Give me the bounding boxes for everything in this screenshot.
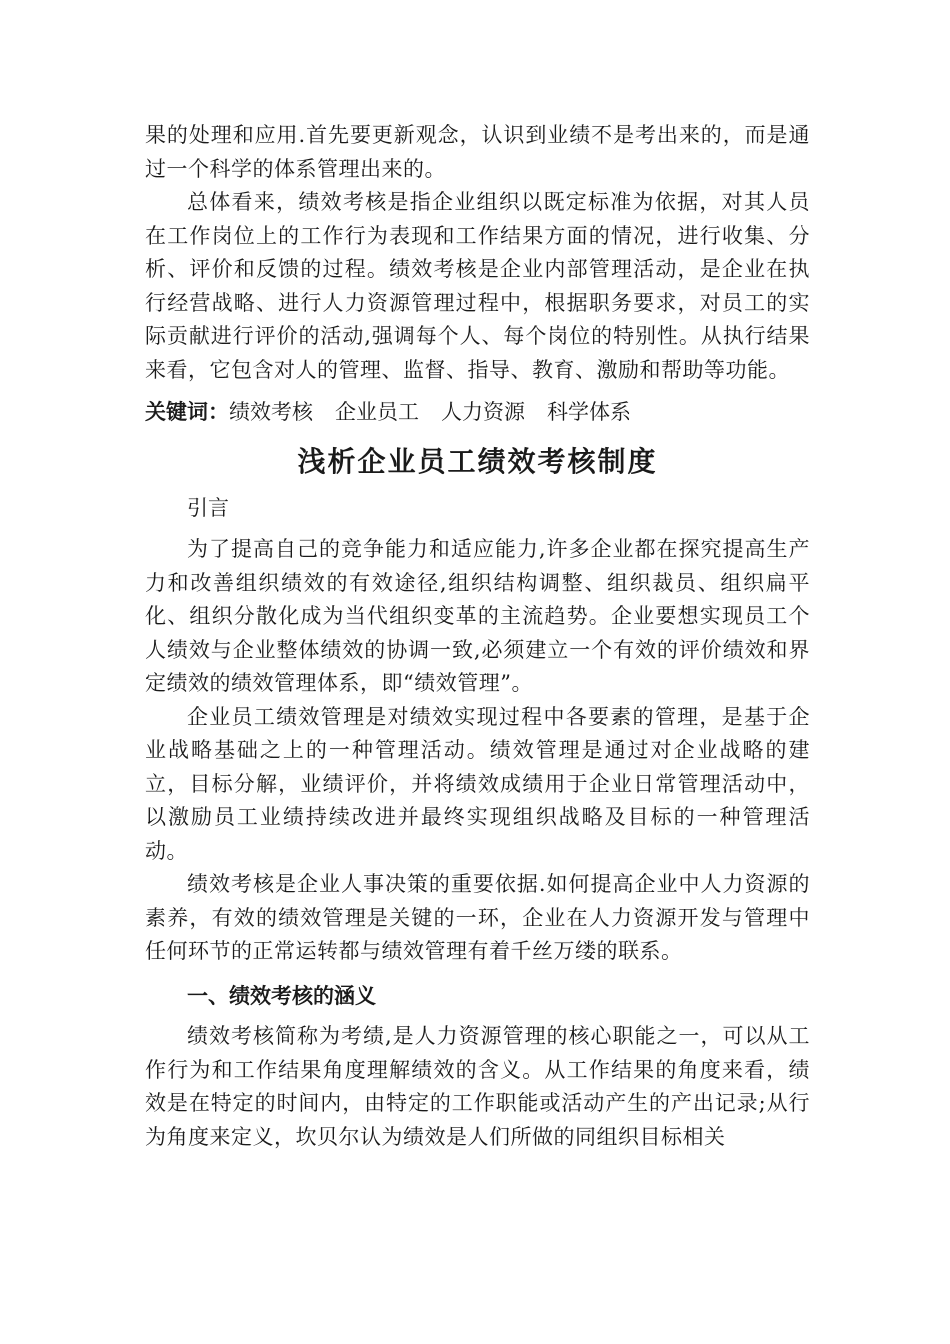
document-page	[145, 119, 810, 1154]
keywords-label: 关键词：	[145, 399, 229, 424]
paragraph-summary: 总体看来，绩效考核是指企业组织以既定标准为依据，对其人员在工作岗位上的工作行为表现和工作结果方面的情况，进行收集、分析、评价和反馈的过程。绩效考核是企业内部管理活动，是企业在执行经营战略、进行人力资源管理过程中，根据职务要求，对员工的实际贡献进行评价的活动,强调每个人、每个岗位的特别性。从执行结果来看，它包含对人的管理、监督、指导、教育、激励和帮助等功能。	[145, 190, 810, 382]
keywords-line	[145, 395, 810, 430]
keyword: 企业员工	[335, 400, 419, 424]
keyword: 绩效考核	[229, 400, 313, 424]
paragraph: 绩效考核简称为考绩,是人力资源管理的核心职能之一，可以从工作行为和工作结果角度理解绩效的含义。从工作结果的角度来看，绩效是在特定的时间内，由特定的工作职能或活动产生的产出记录;从行为角度来定义，坎贝尔认为绩效是人们所做的同组织目标相关	[145, 1024, 810, 1149]
paragraph: 企业员工绩效管理是对绩效实现过程中各要素的管理，是基于企业战略基础之上的一种管理活动。绩效管理是通过对企业战略的建立，目标分解，业绩评价，并将绩效成绩用于企业日常管理活动中，以激励员工业绩持续改进并最终实现组织战略及目标的一种管理活动。	[145, 704, 810, 863]
paragraph: 为了提高自己的竞争能力和适应能力,许多企业都在探究提高生产力和改善组织绩效的有效途径,组织结构调整、组织裁员、组织扁平化、组织分散化成为当代组织变革的主流趋势。企业要想实现员工个人绩效与企业整体绩效的协调一致,必须建立一个有效的评价绩效和界定绩效的绩效管理体系，即“绩效管理”。	[145, 537, 810, 695]
section-heading-intro: 引言	[187, 495, 229, 520]
paragraph: 绩效考核是企业人事决策的重要依据.如何提高企业中人力资源的素养，有效的绩效管理是关键的一环，企业在人力资源开发与管理中任何环节的正常运转都与绩效管理有着千丝万缕的联系。	[145, 872, 810, 963]
document-title: 浅析企业员工绩效考核制度	[297, 444, 658, 478]
section-heading-1: 一、绩效考核的涵义	[187, 982, 376, 1008]
keyword: 科学体系	[547, 400, 631, 424]
paragraph-continued: 果的处理和应用.首先要更新观念，认识到业绩不是考出来的，而是通过一个科学的体系管理出来的。	[145, 123, 810, 181]
keyword: 人力资源	[441, 400, 525, 424]
